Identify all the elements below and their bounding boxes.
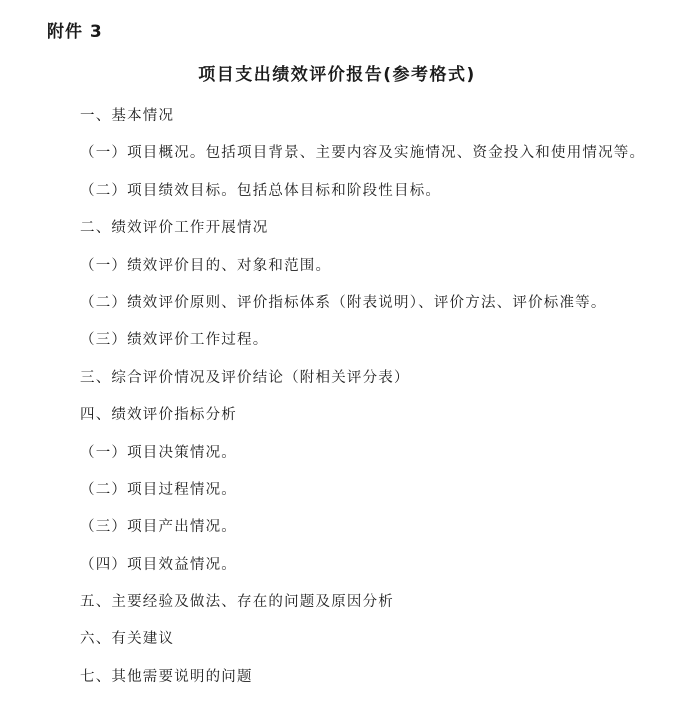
report-outline	[80, 106, 654, 704]
section-heading-overall-evaluation: 三、综合评价情况及评价结论（附相关评分表）	[80, 369, 410, 386]
subsection-evaluation-principles: （二）绩效评价原则、评价指标体系（附表说明）、评价方法、评价标准等。	[80, 294, 607, 311]
section-heading-suggestions: 六、有关建议	[80, 631, 175, 648]
subsection-project-benefit: （四）项目效益情况。	[80, 556, 237, 573]
section-heading-indicator-analysis: 四、绩效评价指标分析	[80, 407, 237, 424]
section-heading-basic-info: 一、基本情况	[80, 108, 175, 124]
subsection-project-process: （二）项目过程情况。	[80, 481, 237, 498]
subsection-evaluation-process: （三）绩效评价工作过程。	[80, 332, 269, 349]
subsection-project-decision: （一）项目决策情况。	[80, 444, 237, 461]
document-title: 项目支出绩效评价报告(参考格式)	[198, 65, 476, 85]
section-heading-evaluation-work: 二、绩效评价工作开展情况	[80, 220, 269, 237]
subsection-project-output: （三）项目产出情况。	[80, 519, 237, 536]
section-heading-other-notes: 七、其他需要说明的问题	[80, 668, 253, 685]
subsection-project-overview: （一）项目概况。包括项目背景、主要内容及实施情况、资金投入和使用情况等。	[80, 145, 646, 162]
subsection-evaluation-purpose: （一）绩效评价目的、对象和范围。	[80, 257, 332, 274]
subsection-performance-goals: （二）项目绩效目标。包括总体目标和阶段性目标。	[80, 182, 442, 199]
section-heading-experience-problems: 五、主要经验及做法、存在的问题及原因分析	[80, 594, 394, 611]
attachment-label: 附件 3	[47, 22, 103, 42]
